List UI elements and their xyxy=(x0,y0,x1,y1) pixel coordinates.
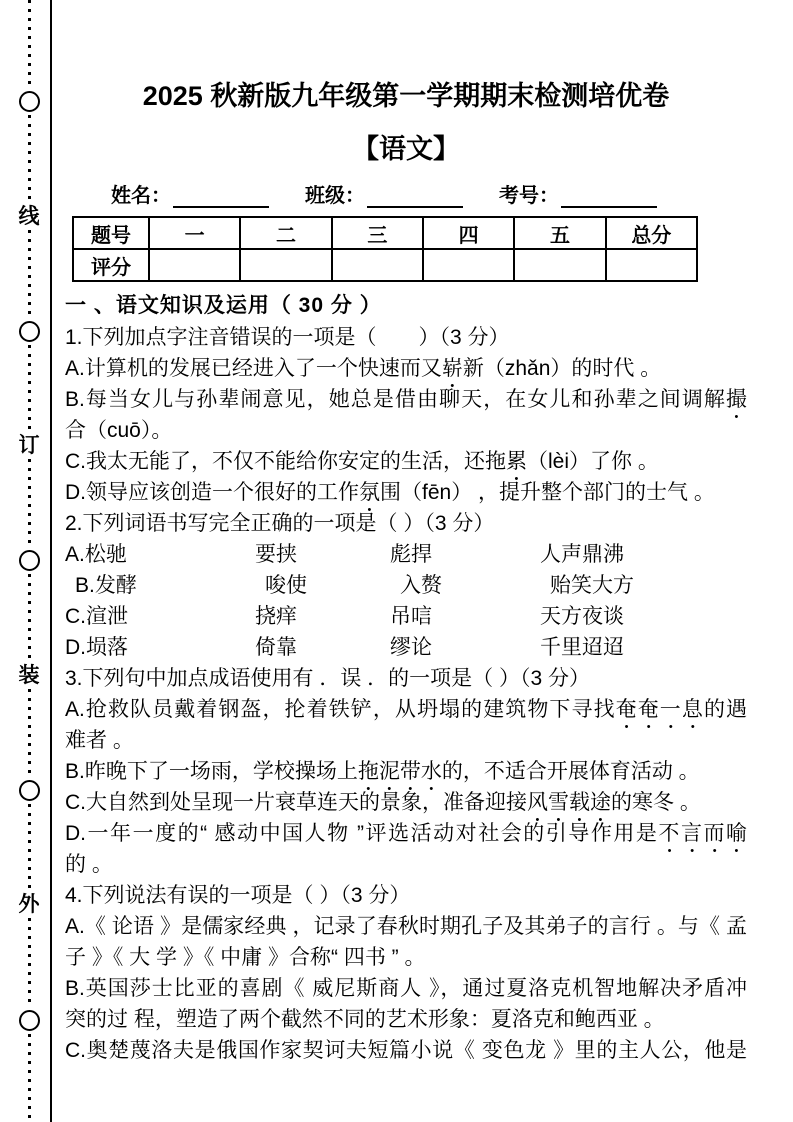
text-segment: 3.下列句中加点成语使用有 ．误 ．的一项是（ ）（3 分） xyxy=(65,667,591,690)
dotted-line-segment xyxy=(28,459,31,547)
score-table-cell xyxy=(606,249,697,281)
dotted-line-segment xyxy=(28,1034,31,1122)
word-option: 倚靠 xyxy=(255,636,297,659)
question-line xyxy=(65,725,747,756)
score-table-cell: 三 xyxy=(332,217,423,249)
text-segment: 子 》《 大 学 》《 中庸 》合称“ 四书 ” 。 xyxy=(65,946,426,969)
binding-circle xyxy=(19,321,40,342)
paper-content xyxy=(65,0,747,1066)
question-line xyxy=(65,477,747,508)
text-segment: 4.下列说法有误的一项是（ ）（3 分） xyxy=(65,884,411,907)
score-table-header-row xyxy=(73,217,697,249)
score-table-cell: 一 xyxy=(149,217,240,249)
score-table-cell xyxy=(149,249,240,281)
word-option: 彪捍 xyxy=(390,543,432,566)
emphasized-text: 氛 xyxy=(359,481,380,504)
text-segment: 的，不适合开展体育活动 。 xyxy=(441,760,700,783)
text-segment: 新（zhǎn）的时代 。 xyxy=(462,357,662,380)
text-segment: A.《 论语 》是儒家经典 ，记录了春秋时期孔子及其弟子的言行 。与《 孟 xyxy=(65,915,747,938)
question-line xyxy=(65,601,747,632)
word-option: 缪论 xyxy=(390,636,432,659)
text-segment: 的遇 xyxy=(703,698,748,721)
question-line xyxy=(65,942,747,973)
student-field xyxy=(499,179,657,208)
text-segment: 的寒冬 。 xyxy=(611,791,701,814)
emphasized-text: 风雪载途 xyxy=(527,791,611,814)
question-line xyxy=(65,818,747,849)
section-title: 一 、语文知识及运用（ 30 分 ） xyxy=(65,294,382,317)
binding-margin xyxy=(15,0,43,1122)
text-segment: 合（cuō）。 xyxy=(65,419,173,442)
score-table-cell xyxy=(332,249,423,281)
score-table-cell xyxy=(514,249,605,281)
text-segment: A.计算机的发展已经进入了一个快速而又 xyxy=(65,357,442,380)
field-label: 班级： xyxy=(305,185,365,207)
word-option: D.埙落 xyxy=(65,636,128,659)
score-table-cell xyxy=(423,249,514,281)
question-line xyxy=(65,663,747,694)
question-line xyxy=(65,1004,747,1035)
question-line xyxy=(65,787,747,818)
word-option: C.渲泄 xyxy=(65,605,128,628)
dotted-line-segment xyxy=(28,345,31,433)
word-option: 挠痒 xyxy=(255,605,297,628)
binding-circle xyxy=(19,550,40,571)
binding-label: 装 xyxy=(18,663,40,687)
word-option: 千里迢迢 xyxy=(540,636,624,659)
score-table-score-row xyxy=(73,249,697,281)
emphasized-text: 累 xyxy=(506,450,527,473)
word-option: 天方夜谈 xyxy=(540,605,624,628)
word-option: B.发酵 xyxy=(75,574,137,597)
text-segment: D.一年一度的“ 感动中国人物 ”评选活动对社会的引导作用是 xyxy=(65,822,659,845)
emphasized-text: 奄奄一息 xyxy=(615,698,704,721)
question-line xyxy=(65,973,747,1004)
score-table-cell: 总分 xyxy=(606,217,697,249)
text-segment: 难者 。 xyxy=(65,729,134,752)
word-option: 唆使 xyxy=(265,574,307,597)
score-table-cell: 五 xyxy=(514,217,605,249)
question-line xyxy=(65,694,747,725)
question-line xyxy=(65,849,747,880)
question-line xyxy=(65,632,747,663)
emphasized-text: 不言而喻 xyxy=(658,822,748,845)
question-line xyxy=(65,570,747,601)
text-segment: 2.下列词语书写完全正确的一项是（ ）（3 分） xyxy=(65,512,495,535)
text-segment: B.英国莎士比亚的喜剧《 威尼斯商人 》，通过夏洛克机智地解决矛盾冲 xyxy=(65,977,747,1000)
question-line xyxy=(65,446,747,477)
field-label: 考号： xyxy=(499,185,559,207)
text-segment: B.昨晚下了一场雨，学校操场上 xyxy=(65,760,358,783)
dotted-line-segment xyxy=(28,689,31,777)
binding-circle xyxy=(19,1010,40,1031)
dotted-line-segment xyxy=(28,804,31,892)
question-line xyxy=(65,322,747,353)
dotted-line-segment xyxy=(28,918,31,1006)
emphasized-text: 拖泥带水 xyxy=(357,760,442,783)
score-table-cell: 二 xyxy=(240,217,331,249)
paper-title: 2025 秋新版九年级第一学期期末检测培优卷 xyxy=(142,81,670,111)
paper-subject: 【语文】 xyxy=(352,134,460,164)
text-segment: D.领导应该创造一个很好的工作 xyxy=(65,481,359,504)
text-segment: 的 。 xyxy=(65,853,113,876)
binding-separator-line xyxy=(50,0,52,1122)
score-table-body xyxy=(73,217,697,281)
text-segment: C.我太无能了，不仅不能给你安定的生活，还拖 xyxy=(65,450,506,473)
question-line xyxy=(65,539,747,570)
word-option: A.松驰 xyxy=(65,543,127,566)
text-segment: 1.下列加点字注音错误的一项是（ ）（3 分） xyxy=(65,326,510,349)
binding-circle xyxy=(19,91,40,112)
student-field xyxy=(111,179,269,208)
field-label: 姓名： xyxy=(111,185,171,207)
text-segment: （lèi）了你 。 xyxy=(527,450,659,473)
score-table-cell xyxy=(240,249,331,281)
binding-label: 线 xyxy=(18,204,40,228)
dotted-line-segment xyxy=(28,230,31,318)
question-line xyxy=(65,384,747,415)
dotted-line-segment xyxy=(28,0,31,88)
score-table-cell: 四 xyxy=(423,217,514,249)
word-option: 要挟 xyxy=(255,543,297,566)
word-option: 吊唁 xyxy=(390,605,432,628)
question-line xyxy=(65,911,747,942)
text-segment: 突的过 程，塑造了两个截然不同的艺术形象：夏洛克和鲍西亚 。 xyxy=(65,1008,665,1031)
score-table-cell: 题号 xyxy=(73,217,149,249)
fill-in-blank xyxy=(561,182,657,208)
binding-circle xyxy=(19,780,40,801)
question-line xyxy=(65,415,747,446)
student-field xyxy=(305,179,463,208)
question-line xyxy=(65,880,747,911)
text-segment: C.大自然到处呈现一片衰草连天的景象，准备迎接 xyxy=(65,791,527,814)
text-segment: B.每当女儿与孙辈闹意见，她总是借由聊天，在女儿和孙辈之间调解 xyxy=(65,388,726,411)
binding-label: 订 xyxy=(18,434,40,458)
score-table-cell: 评分 xyxy=(73,249,149,281)
question-line xyxy=(65,353,747,384)
score-table xyxy=(72,216,698,282)
question-line xyxy=(65,508,747,539)
text-segment: A.抢救队员戴着钢盔，抡着铁铲，从坍塌的建筑物下寻找 xyxy=(65,698,616,721)
fill-in-blank xyxy=(173,182,269,208)
emphasized-text: 崭 xyxy=(441,357,463,380)
question-lines xyxy=(65,322,747,1066)
question-line xyxy=(65,1035,747,1066)
emphasized-text: 撮 xyxy=(726,388,747,411)
dotted-line-segment xyxy=(28,115,31,203)
binding-label: 外 xyxy=(18,893,40,917)
fill-in-blank xyxy=(367,182,463,208)
text-segment: 围（fēn） ，提升整个部门的士气 。 xyxy=(380,481,715,504)
dotted-line-segment xyxy=(28,574,31,662)
word-option: 入赘 xyxy=(400,574,442,597)
word-option: 人声鼎沸 xyxy=(540,543,624,566)
text-segment: C.奥楚蔑洛夫是俄国作家契诃夫短篇小说《 变色龙 》里的主人公，他是 xyxy=(65,1039,747,1062)
word-option: 贻笑大方 xyxy=(550,574,634,597)
question-line xyxy=(65,756,747,787)
student-info-row xyxy=(65,176,747,208)
